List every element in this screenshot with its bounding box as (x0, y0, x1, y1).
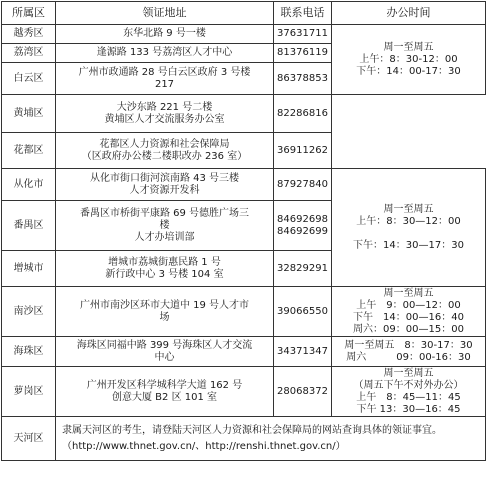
phone-cell (274, 63, 332, 95)
phone-number: 84692698 (277, 213, 328, 225)
header-district: 所属区 (2, 2, 56, 25)
district-cell: 黄埔区 (2, 95, 56, 133)
table-row (2, 95, 486, 133)
address-line: 场 (159, 311, 170, 323)
phone-number: 28068372 (277, 385, 328, 397)
phone-cell (274, 44, 332, 63)
district-cell: 花都区 (2, 133, 56, 169)
hours-line: 周一至周五 (383, 287, 434, 299)
table-row-tianhe (2, 417, 486, 461)
phone-number: 82286816 (277, 107, 328, 119)
address-cell (56, 251, 274, 287)
hours-line: 上午 9：00—12：00 (356, 299, 461, 311)
phone-cell (274, 25, 332, 44)
hours-line: 上午：8：30-12：00 (359, 53, 458, 65)
table-row (2, 287, 486, 337)
address-line: 番禺区市桥街平康路 69 号德胜广场三 (79, 207, 250, 219)
address-line: 创意大厦 B2 区 101 室 (111, 391, 218, 403)
phone-number: 32829291 (277, 262, 328, 274)
hours-cell (332, 287, 486, 337)
hours-cell (332, 25, 486, 95)
phone-cell (274, 169, 332, 201)
address-line: 东华北路 9 号一楼 (123, 28, 206, 39)
address-cell (56, 63, 274, 95)
phone-number: 36911262 (277, 144, 328, 156)
address-cell (56, 95, 274, 133)
address-cell (56, 25, 274, 44)
address-line: 新行政中心 3 号楼 104 室 (105, 268, 224, 280)
phone-cell (274, 201, 332, 251)
address-line: 中心 (154, 351, 175, 363)
hours-line: 上午：8：30—12：00 (356, 215, 461, 227)
address-line: 海珠区同福中路 399 号海珠区人才交流 (76, 339, 253, 351)
address-line: 217 (154, 78, 175, 90)
address-line: 广州开发区科学城科学大道 162 号 (86, 379, 243, 391)
address-cell (56, 337, 274, 367)
district-cell: 越秀区 (2, 25, 56, 44)
district-cell: 增城市 (2, 251, 56, 287)
hours-cell (332, 367, 486, 417)
hours-line: 下午 13：30—16：45 (356, 403, 461, 415)
phone-number: 84692699 (277, 225, 328, 237)
address-line: 黄埔区人才交流服务办公室 (104, 113, 225, 125)
address-line: （区政府办公楼二楼职改办 236 室） (81, 150, 248, 162)
district-cell: 番禺区 (2, 201, 56, 251)
address-cell (56, 169, 274, 201)
hours-line: 周六：09：00—15：00 (353, 323, 464, 335)
phone-cell (274, 251, 332, 287)
phone-number: 34371347 (277, 345, 328, 357)
phone-number: 37631711 (277, 28, 328, 39)
district-cell: 白云区 (2, 63, 56, 95)
district-cell: 天河区 (2, 417, 56, 461)
phone-cell (274, 95, 332, 133)
hours-line: 下午：14：00-17：30 (356, 65, 461, 77)
table-row (2, 367, 486, 417)
address-line: 人才办培训部 (134, 231, 195, 243)
address-line: 从化市街口街河滨南路 43 号三楼 (89, 172, 240, 184)
address-line: 广州市南沙区环市大道中 19 号人才市 (79, 299, 250, 311)
hours-cell (332, 169, 486, 287)
hours-line (334, 228, 483, 240)
address-line: 人才资源开发科 (129, 184, 200, 196)
hours-line: （周五下午不对外办公） (353, 379, 464, 391)
hours-line: 上午 8：45—11：45 (356, 391, 461, 403)
hours-line: 下午 14：00—16：40 (353, 311, 464, 323)
address-cell (56, 367, 274, 417)
district-cell: 荔湾区 (2, 44, 56, 63)
table-row (2, 337, 486, 367)
header-hours: 办公时间 (332, 2, 486, 25)
address-cell (56, 287, 274, 337)
address-cell (56, 44, 274, 63)
header-row (2, 2, 486, 25)
phone-number: 81376119 (277, 47, 328, 58)
table-row (2, 169, 486, 201)
phone-cell (274, 367, 332, 417)
phone-number: 86378853 (277, 72, 328, 84)
district-cell: 萝岗区 (2, 367, 56, 417)
address-line: 逢源路 133 号荔湾区人才中心 (96, 47, 233, 58)
address-cell (56, 133, 274, 169)
header-address: 领证地址 (56, 2, 274, 25)
cert-pickup-table (1, 1, 486, 461)
header-phone: 联系电话 (274, 2, 332, 25)
address-line: 花都区人力资源和社会保障局 (99, 138, 230, 150)
table-row (2, 133, 486, 169)
table-row (2, 25, 486, 44)
phone-number: 39066550 (277, 305, 328, 317)
hours-line: 周六 09：00-16：30 (346, 351, 471, 363)
district-cell: 从化市 (2, 169, 56, 201)
district-cell: 南沙区 (2, 287, 56, 337)
hours-line: 周一至周五 (383, 203, 434, 215)
hours-line: 周一至周五 (383, 41, 434, 53)
hours-cell (332, 337, 486, 367)
phone-cell (274, 287, 332, 337)
hours-line: 周一至周五 (383, 367, 434, 379)
district-cell: 海珠区 (2, 337, 56, 367)
address-cell (56, 201, 274, 251)
address-line: 广州市政通路 28 号白云区政府 3 号楼 (78, 66, 251, 78)
hours-line: 周一至周五 8：30-17：30 (344, 339, 473, 351)
hours-line: 下午：14：30—17：30 (353, 239, 464, 251)
address-line: 增城市荔城街惠民路 1 号 (108, 256, 221, 268)
tianhe-note: 隶属天河区的考生，请登陆天河区人力资源和社会保障局的网站查询具体的领证事宜。（http://www.thnet.gov.cn/、http://renshi.thnet.gov.cn/） (56, 417, 486, 461)
address-line: 大沙东路 221 号二楼 (116, 101, 213, 113)
phone-number: 87927840 (277, 178, 328, 190)
phone-cell (274, 337, 332, 367)
phone-cell (274, 133, 332, 169)
address-line: 楼 (159, 219, 170, 231)
